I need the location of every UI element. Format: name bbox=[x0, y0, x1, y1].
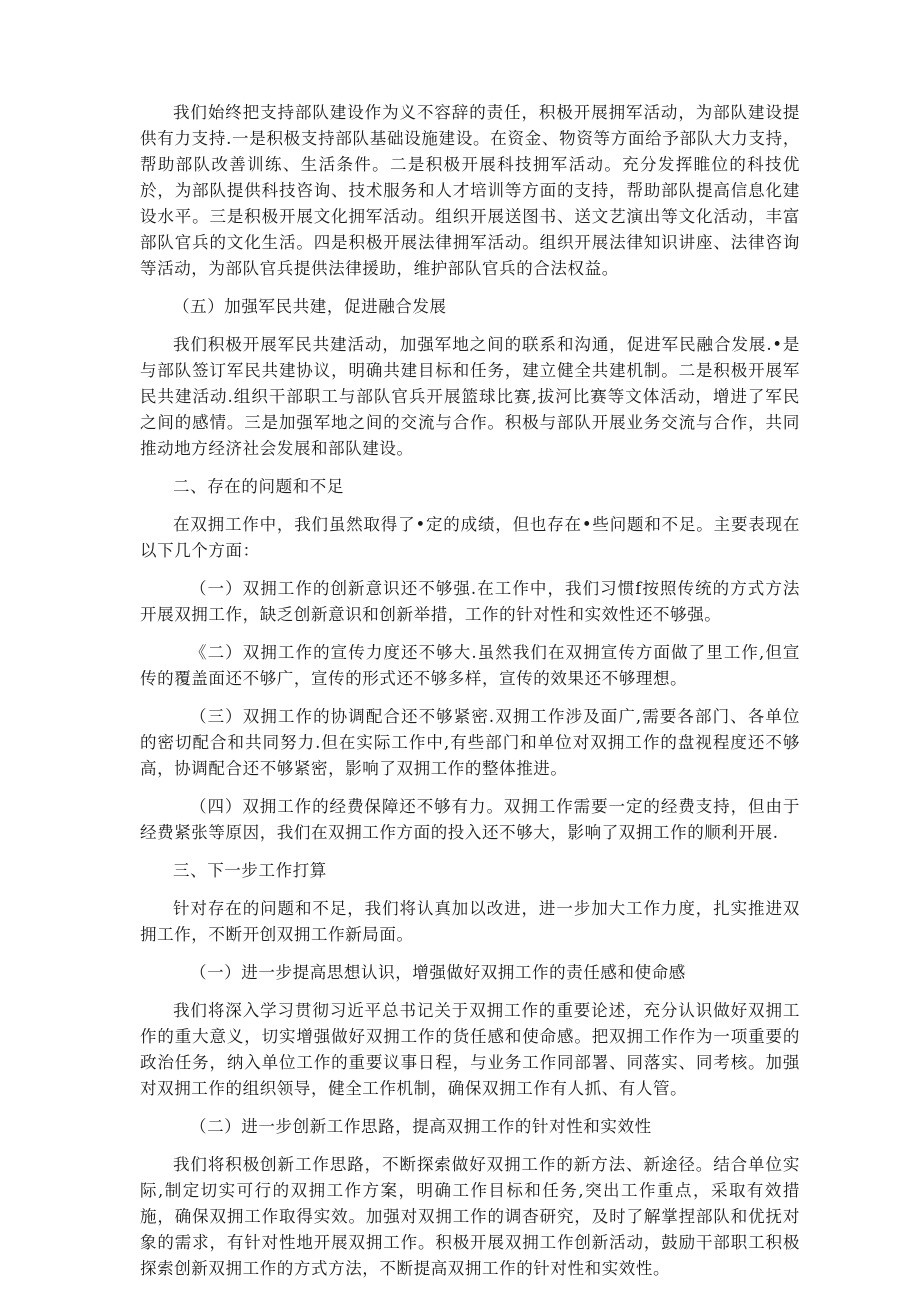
problem-item-3: （三）双拥工作的协调配合还不够紧密.双拥工作涉及面广,需要各部门、各单位的密切配合和共同努力.但在实际工作中,有些部门和单位对双拥工作的盘视程度还不够高，协调配合还不够紧密，影响了双拥工作的整体推进。 bbox=[140, 707, 800, 778]
paragraph-ideological-awareness: 我们将深入学习贯彻习近平总书记关于双拥工作的重要论述，充分认识做好双拥工作的重大意义，切实增强做好双拥工作的货任感和使命感。把双拥工作作为一项重要的政治任务，纳入单位工作的重要议事日程，与业务工作同部署、同落实、同考核。加强对双拥工作的组织领导，健全工作机制，确保双拥工作有人抓、有人管。 bbox=[140, 1001, 800, 1098]
problem-item-1: （一）双拥工作的创新意识还不够强.在工作中，我们习惯f按照传统的方式方法开展双拥工作，缺乏创新意识和创新举措，工作的针对性和实效性还不够强。 bbox=[140, 579, 800, 624]
paragraph-next-steps-intro: 针对存在的问题和不足，我们将认真加以改进，进一步加大工作力度，扎实推进双拥工作，不断开创双拥工作新局面。 bbox=[140, 899, 800, 944]
paragraph-innovation: 我们将积极创新工作思路，不断探索做好双拥工作的新方法、新途径。结合单位实际,制定切实可行的双拥工作方案，明确工作目标和任务,突出工作重点，采取有效措施，确保双拥工作取得实效。加强对双拥工作的调杳研究，及时了解掌捏部队和优抚对象的需求，有针对性地开展双拥工作。积极开展双拥工作创新活动，鼓励干部职工积极探索创新双拥工作的方式方法，不断提高双拥工作的针对性和实效性。 bbox=[140, 1155, 800, 1278]
section-heading-problems: 二、存在的问题和不足 bbox=[173, 477, 344, 496]
problem-item-4: （四）双拥工作的经费保障还不够有力。双拥工作需要一定的经费支持，但由于经费紧张等原因，我们在双拥工作方面的投入还不够大，影响了双拥工作的顺利开展. bbox=[140, 797, 800, 842]
paragraph-army-support: 我们始终把支持部队建设作为义不容辞的责任，积极开展拥军活动，为部队建设提供有力支持.一是积极支持部队基础设施建设。在资金、物资等方面给予部队大力支持，帮助部队改善训练、生活条件。二是积极开展科技拥军活动。充分发挥睢位的科技优於，为部队提供科技咨询、技术服务和人才培训等方面的支持，帮助部队提高信息化建设水平。三是积极开展文化拥军活动。组织开展送图书、送文艺演出等文化活动，丰富部队官兵的文化生活。四是积极开展法律拥军活动。组织开展法律知识讲座、法律咨询等活动，为部队官兵提供法律援助，维护部队官兵的合法权益。 bbox=[140, 103, 800, 278]
paragraph-problems-intro: 在双拥工作中，我们虽然取得了•定的成绩，但也存在•些问题和不足。主要表现在以下几个方面： bbox=[140, 515, 800, 560]
subheading-innovation: （二）进一步创新工作思路，提高双拥工作的针对性和实效性 bbox=[190, 1117, 652, 1136]
heading-civil-military-co-building: （五）加强军民共建，促进融合发展 bbox=[173, 297, 447, 316]
subheading-ideological-awareness: （一）进一步提高思想认识，增强做好双拥工作的责任感和使命感 bbox=[190, 963, 686, 982]
problem-item-2: 《二）双拥工作的宣传力度还不够大.虽然我们在双拥宣传方面做了里工作,但宣传的覆盖面还不够广，宣传的形式还不够多样，宣传的效果还不够理想。 bbox=[140, 643, 800, 688]
paragraph-co-building: 我们积极开展军民共建活动，加强军地之间的联系和沟通，促进军民融合发展.•是与部队签订军民共建协议，明确共建目标和任务，建立健全共建机制。二是积极开展军民共建活动.组织干部职工与部队官兵开展篮球比赛,拔河比赛等文体活动，增进了军民之间的感情。三是加强军地之间的交流与合作。积极与部队开展业务交流与合作，共同推动地方经济社会发展和部队建设。 bbox=[140, 335, 800, 458]
section-heading-next-steps: 三、下一步工作打算 bbox=[173, 861, 327, 880]
document-body bbox=[140, 100, 800, 1294]
